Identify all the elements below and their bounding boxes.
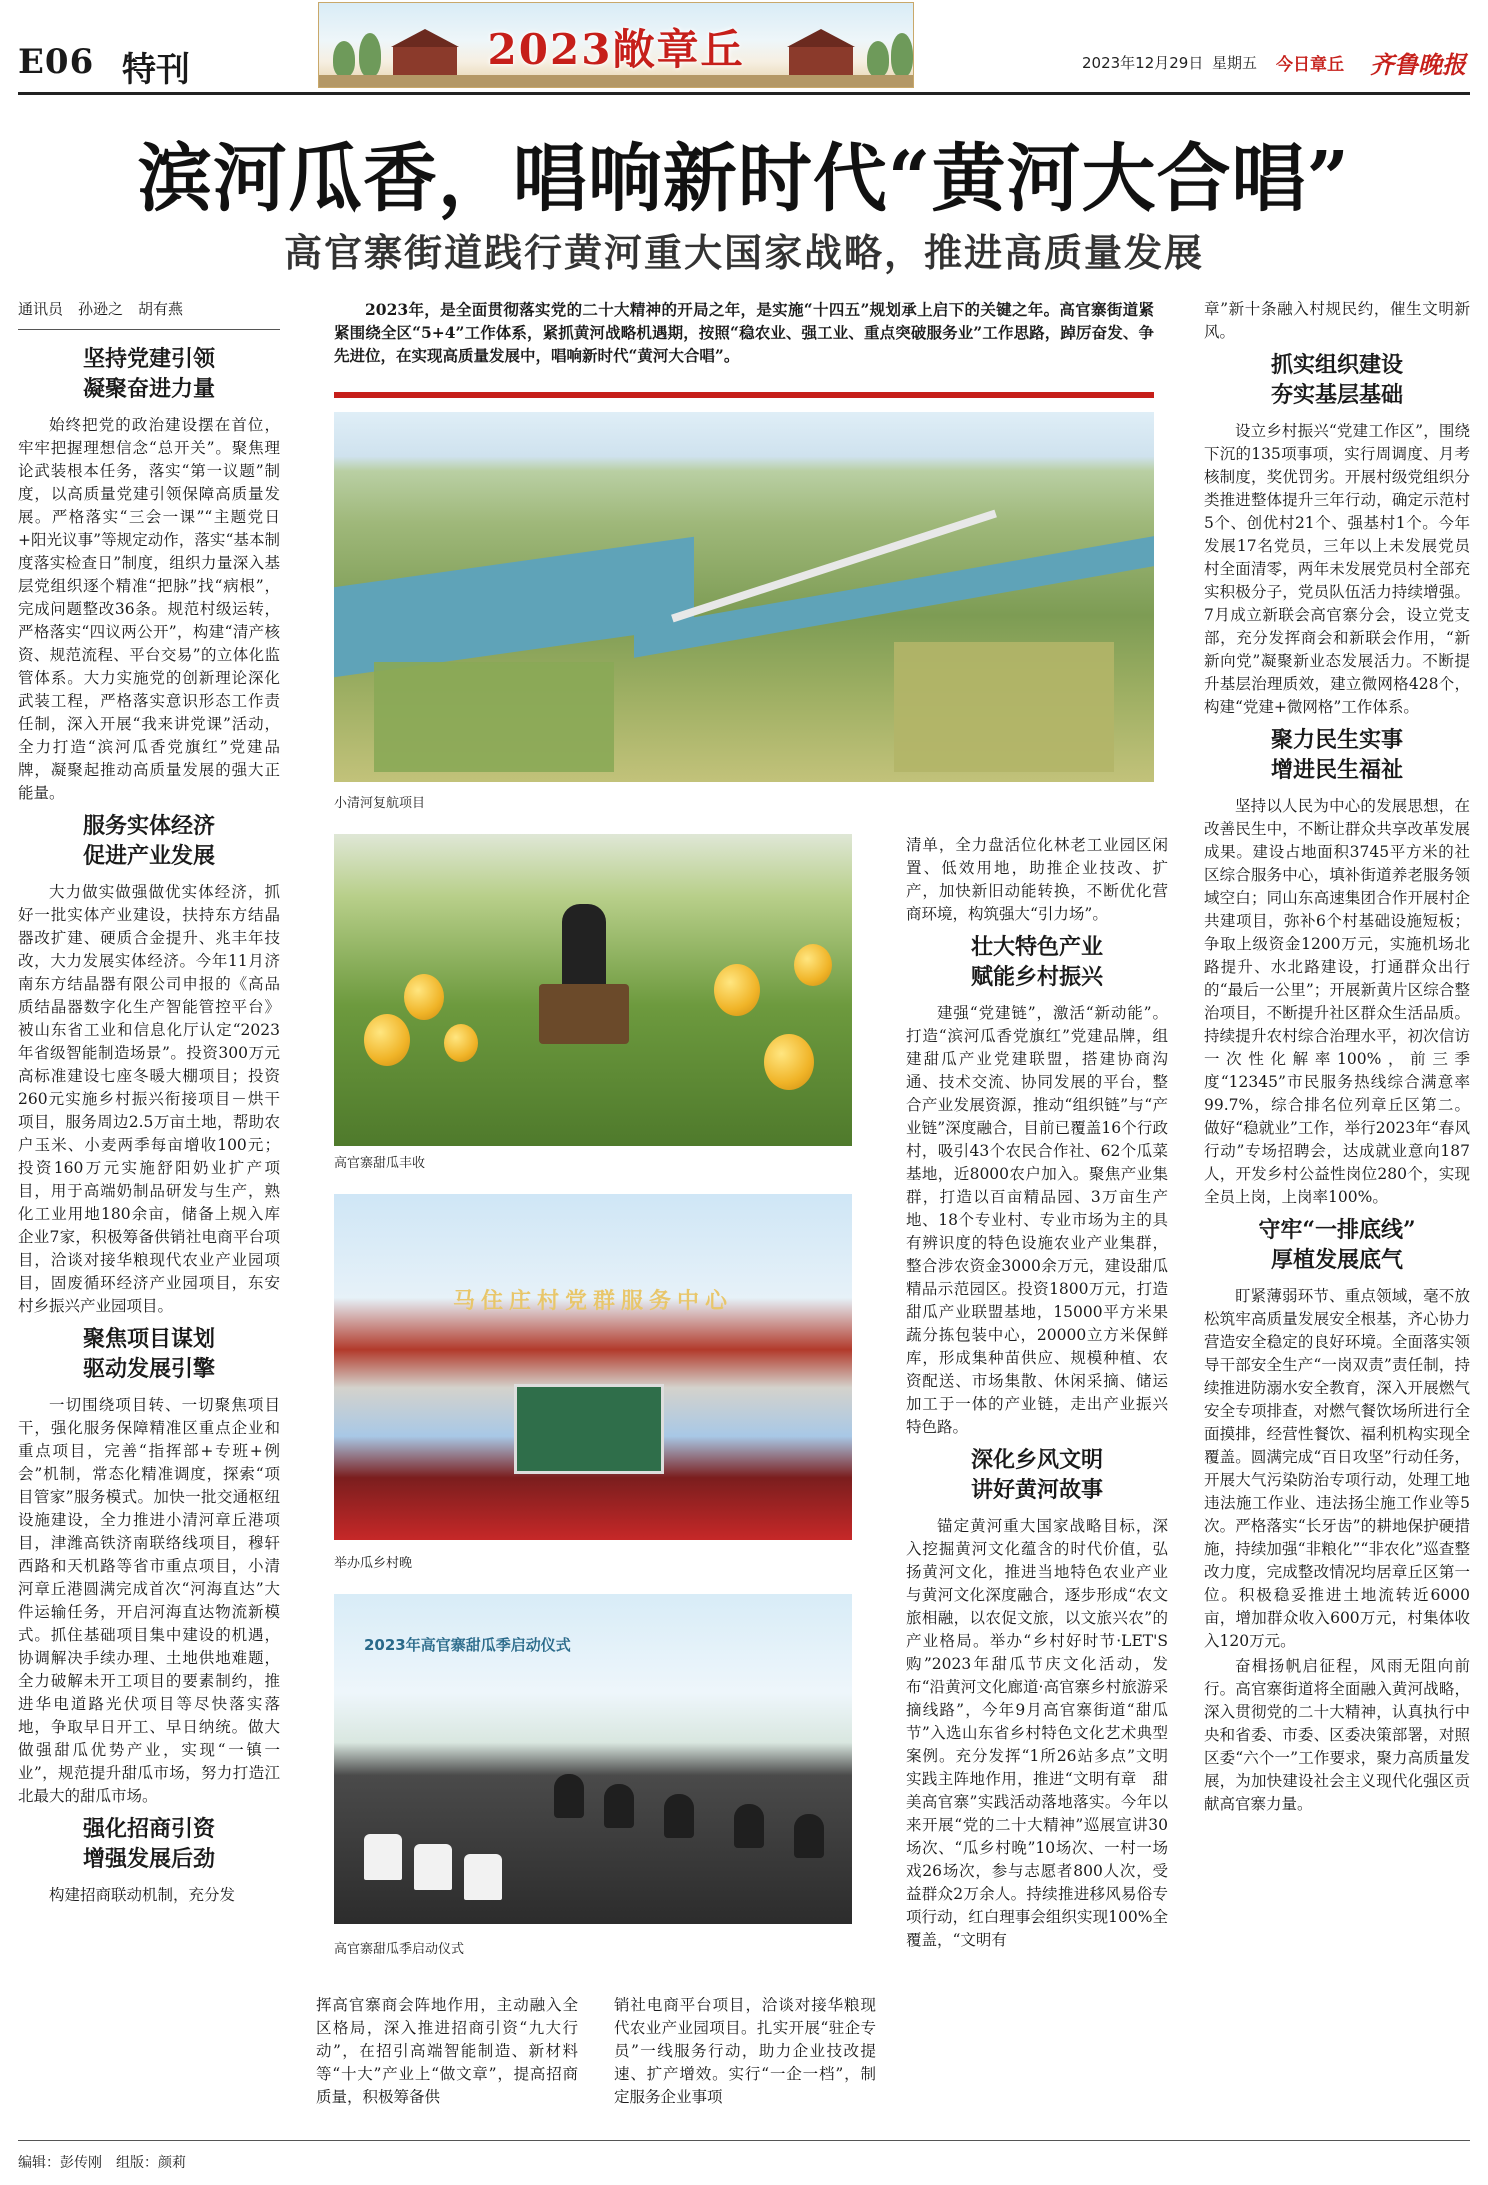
canal-photo [334, 412, 1154, 782]
section-heading-investment [18, 1814, 280, 1874]
section-heading-party [18, 344, 280, 404]
section-heading-safety [1204, 1215, 1470, 1275]
lead-text: 2023年，是全面贯彻落实党的二十大精神的开局之年，是实施“十四五”规划承上启下的关键之年。高官寨街道紧紧围绕全区“5+4”工作体系，紧抓黄河战略机遇期，按照“稳农业、强工业、重点突破服务业”工作思路，踔厉奋发、争先进位，在实现高质量发展中，唱响新时代“黄河大合唱”。 [334, 300, 1154, 365]
ceremony-banner: 2023年高官寨甜瓜季启动仪式 [364, 1636, 571, 1654]
issue-weekday: 星期五 [1212, 54, 1258, 72]
chair [414, 1844, 452, 1890]
right-column [1204, 298, 1470, 1818]
sub-headline: 高官寨街道践行黄河重大国家战略，推进高质量发展 [283, 231, 1204, 275]
chair [364, 1834, 402, 1880]
gala-photo [334, 1194, 852, 1540]
attendee [664, 1794, 694, 1838]
ceremony-photo [334, 1594, 852, 1924]
article-paragraph: 销社电商平台项目，洽谈对接华粮现代农业产业园项目。扎实开展“驻企专员”一线服务行动，助力企业技改提速、扩产增效。实行“一企一档”，制定服务企业事项 [614, 1996, 876, 2106]
heading-line: 强化招商引资 [82, 1816, 215, 1842]
section-heading-livelihood [1204, 725, 1470, 785]
left-column [18, 298, 280, 1909]
section-heading-organization [1204, 350, 1470, 410]
newspaper-logo: 齐鲁晚报 [1370, 50, 1466, 79]
river-water [634, 536, 1154, 658]
heading-line: 讲好黄河故事 [970, 1477, 1103, 1503]
dancers [374, 1444, 814, 1484]
melon-fruit [764, 1034, 814, 1090]
footer-rule [18, 2140, 1470, 2141]
heading-line: 聚力民生实事 [1270, 727, 1403, 753]
attendee [794, 1814, 824, 1858]
cart [539, 984, 629, 1044]
article-paragraph: 构建招商联动机制，充分发 [49, 1886, 236, 1904]
chair [464, 1854, 502, 1900]
melon-fruit [714, 964, 760, 1016]
melon-fruit [444, 1024, 478, 1062]
heading-line: 夯实基层基础 [1270, 382, 1403, 408]
heading-line: 增进民生福祉 [1270, 757, 1403, 783]
article-paragraph: 设立乡村振兴“党建工作区”，围绕下沉的135项事项，实行周调度、月考核制度，奖优罚劣。开展村级党组织分类推进整体提升三年行动，确定示范村5个、创优村21个、强基村1个。今年发展17名党员，三年以上未发展党员村全面清零，两年未发展党员村全部充实积极分子，党员队伍活力持续增强。7月成立新联会高官寨分会，设立党支部，充分发挥商会和新联会作用，“新新向党”凝聚新业态发展活力。不断提升基层治理质效，建立微网格428个，构建“党建+微网格”工作体系。 [1204, 422, 1470, 716]
article-paragraph: 清单，全力盘活位化林老工业园区闲置、低效用地，助推企业技改、扩产，加快新旧动能转换，不断优化营商环境，构筑强大“引力场”。 [906, 836, 1168, 923]
article-paragraph: 锚定黄河重大国家战略目标，深入挖掘黄河文化蕴含的时代价值，弘扬黄河文化，推进当地特色农业产业与黄河文化深度融合，逐步形成“农文旅相融，以农促文旅，以文旅兴农”的产业格局。举办“乡村好时节·LET'S购”2023年甜瓜节庆文化活动，发布“沿黄河文化廊道·高官寨乡村旅游采摘线路”，今年9月高官寨街道“甜瓜节”入选山东省乡村特色文化艺术典型案例。充分发挥“1所26站多点”文明实践主阵地作用，推进“文明有章 甜美高官寨”实践活动落地落实。今年以来开展“党的二十大精神”巡展宣讲30场次、“瓜乡村晚”10场次、一村一场戏26场次，参与志愿者800人次，受益群众2万余人。持续推进移风易俗专项行动，红白理事会组织实现100%全覆盖，“文明有 [906, 1517, 1168, 1949]
melon-fruit [404, 974, 444, 1020]
editor-credits: 编辑：彭传刚 组版：颜莉 [18, 2155, 186, 2171]
section-heading-culture [906, 1445, 1168, 1505]
article-paragraph: 坚持以人民为中心的发展思想，在改善民生中，不断让群众共享改革发展成果。建设占地面积3745平方米的社区综合服务中心，填补街道养老服务领域空白；同山东高速集团合作开展村企共建项目，弥补6个村基础设施短板；争取上级资金1200万元，实施机场北路提升、水北路建设，打通群众出行的“最后一公里”；开展新黄片区综合整治项目，不断提升社区群众生活品质。持续提升农村综合治理水平，初次信访一次性化解率100%，前三季度“12345”市民服务热线综合满意率99.7%，综合排名位列章丘区第二。做好“稳就业”工作，举行2023年“春风行动”专场招聘会，达成就业意向187人，开发乡村公益性岗位280个，实现全员上岗，上岗率100%。 [1204, 797, 1470, 1206]
photo-caption: 高官寨甜瓜季启动仪式 [334, 1942, 465, 1957]
attendee [554, 1774, 584, 1818]
issue-date: 2023年12月29日 [1082, 54, 1204, 72]
heading-line: 抓实组织建设 [1270, 352, 1403, 378]
article-paragraph: 盯紧薄弱环节、重点领域，毫不放松筑牢高质量发展安全根基，齐心协力营造安全稳定的良好环境。全面落实领导干部安全生产“一岗双责”责任制，持续推进防溺水安全教育，深入开展燃气安全专项排查，对燃气餐饮场所进行全面摸排，经营性餐饮、福利机构实现全覆盖。圆满完成“百日攻坚”行动任务，开展大气污染防治专项行动，处理工地违法施工作业、违法扬尘施工作业等5次。严格落实“长牙齿”的耕地保护硬措施，持续加强“非粮化”“非农化”巡查整改力度，完成整改情况均居章丘区第一位。积极稳妥推进土地流转近6000亩，增加群众收入600万元，村集体收入120万元。 [1204, 1287, 1470, 1650]
supplement-name: 今日章丘 [1276, 55, 1344, 75]
heading-line: 促进产业发展 [82, 843, 215, 869]
masthead [0, 0, 1488, 90]
middle-right-column [906, 834, 1168, 1954]
heading-line: 增强发展后劲 [82, 1846, 215, 1872]
page-number: E06 [18, 42, 95, 82]
masthead-rule [18, 92, 1470, 95]
lead-paragraph [334, 298, 1154, 367]
article-paragraph: 建强“党建链”，激活“新动能”。打造“滨河瓜香党旗红”党建品牌，组建甜瓜产业党建联盟，搭建协商沟通、技术交流、协同发展的平台，整合产业发展资源，推动“组织链”与“产业链”深度融合，目前已覆盖16个行政村，吸引43个农民合作社、62个瓜菜基地，近8000农户加入。聚焦产业集群，打造以百亩精品园、3万亩生产地、18个专业村、专业市场为主的具有辨识度的特色设施农业产业集群，整合涉农资金3000余万元，建设甜瓜精品示范园区。投资1800万元，打造甜瓜产业联盟基地，15000平方米果蔬分拣包装中心，20000立方米保鲜库，形成集种苗供应、规模种植、农资配送、市场集散、休闲采摘、储运加工于一体的产业链，走出产业振兴特色路。 [906, 1004, 1168, 1436]
article-paragraph: 奋楫扬帆启征程，风雨无阻向前行。高官寨街道将全面融入黄河战略，深入贯彻党的二十大精神，认真执行中央和省委、市委、区委决策部署，对照区委“六个一”工作要求，聚力高质量发展，为加快建设社会主义现代化强区贡献高官寨力量。 [1204, 1657, 1470, 1813]
melon-fruit [794, 944, 832, 986]
header-banner [318, 2, 914, 88]
heading-line: 厚植发展底气 [1270, 1247, 1403, 1273]
melon-fruit [364, 1014, 410, 1066]
attendee [734, 1804, 764, 1848]
attendee [604, 1784, 634, 1828]
banner-title: 2023敞章丘 [487, 25, 745, 74]
heading-line: 坚持党建引领 [82, 346, 215, 372]
section-heading-projects [18, 1324, 280, 1384]
heading-line: 深化乡风文明 [970, 1447, 1103, 1473]
heading-line: 守牢“一排底线” [1258, 1217, 1416, 1243]
section-heading-feature-industry [906, 932, 1168, 992]
section-name: 特刊 [122, 50, 190, 90]
article-paragraph: 挥高官寨商会阵地作用，主动融入全区格局，深入推进招商引资“九大行动”，在招引高端智能制造、新材料等“十大”产业上“做文章”，提高招商质量，积极筹备供 [316, 1996, 578, 2106]
byline: 通讯员 孙逊之 胡有燕 [18, 298, 280, 330]
article-paragraph: 始终把党的政治建设摆在首位，牢牢把握理想信念“总开关”。聚焦理论武装根本任务，落实“第一议题”制度，以高质量党建引领保障高质量发展。严格落实“三会一课”“主题党日+阳光议事”等规定动作，落实“基本制度落实检查日”制度，组织力量深入基层党组织逐个精准“把脉”找“病根”，完成问题整改36条。规范村级运转，严格落实“四议两公开”，构建“清产核资、规范流程、平台交易”的立体化监管体系。大力实施党的创新理论深化武装工程，严格落实意识形态工作责任制，深入开展“我来讲党课”活动，全力打造“滨河瓜香党旗红”党建品牌，凝聚起推动高质量发展的强大正能量。 [18, 416, 280, 802]
heading-line: 赋能乡村振兴 [970, 964, 1103, 990]
farm-field [374, 662, 614, 772]
article-paragraph: 一切围绕项目转、一切聚焦项目干，强化服务保障精准区重点企业和重点项目，完善“指挥部+专班+例会”机制，常态化精准调度，探索“项目管家”服务模式。加快一批交通枢纽设施建设，全力推进小清河章丘港项目，津潍高铁济南联络线项目，穆轩西路和天机路等省市重点项目，小清河章丘港圆满完成首次“河海直达”大件运输任务，开启河海直达物流新模式。抓住基础项目集中建设的机遇，协调解决手续办理、土地供地难题，全力破解未开工项目的要素制约，推进华电道路光伏项目等尽快落实落地，争取早日开工、早日纳统。做大做强甜瓜优势产业，实现“一镇一业”，规范提升甜瓜市场，努力打造江北最大的甜瓜市场。 [18, 1396, 280, 1805]
heading-line: 聚焦项目谋划 [82, 1326, 215, 1352]
main-headline: 滨河瓜香，唱响新时代“黄河大合唱” [137, 136, 1351, 222]
photo-caption: 小清河复航项目 [334, 796, 426, 811]
continuation-column-2 [614, 1994, 876, 2111]
building-sign: 马住庄村党群服务中心 [452, 1289, 733, 1314]
heading-line: 服务实体经济 [82, 813, 215, 839]
heading-line: 驱动发展引擎 [82, 1356, 215, 1382]
photo-caption: 高官寨甜瓜丰收 [334, 1156, 426, 1171]
continuation-column-1 [316, 1994, 578, 2111]
article-paragraph: 大力做实做强做优实体经济，抓好一批实体产业建设，扶持东方结晶器改扩建、硬质合金提升、兆丰年技改，大力发展实体经济。今年11月济南东方结晶器有限公司申报的《高品质结晶器数字化生产智能管控平台》被山东省工业和信息化厅认定“2023年省级智能制造场景”。投资300万元高标准建设七座冬暖大棚项目；投资260元实施乡村振兴衔接项目－烘干项目，服务周边2.5万亩土地，帮助农户玉米、小麦两季每亩增收100元；投资160万元实施舒阳奶业扩产项目，用于高端奶制品研发与生产，熟化工业用地180余亩，储备上规入库企业7家，积极筹备供销社电商平台项目，洽谈对接华粮现代农业产业园项目，固废循环经济产业园项目，东安村乡振兴产业园项目。 [18, 883, 280, 1315]
section-heading-economy [18, 811, 280, 871]
heading-line: 壮大特色产业 [970, 934, 1103, 960]
photo-caption: 举办瓜乡村晚 [334, 1556, 413, 1571]
heading-line: 凝聚奋进力量 [82, 376, 215, 402]
article-paragraph: 章”新十条融入村规民约，催生文明新风。 [1204, 300, 1470, 341]
accent-rule [334, 392, 1154, 398]
farm-field [894, 642, 1114, 772]
melon-photo [334, 834, 852, 1146]
